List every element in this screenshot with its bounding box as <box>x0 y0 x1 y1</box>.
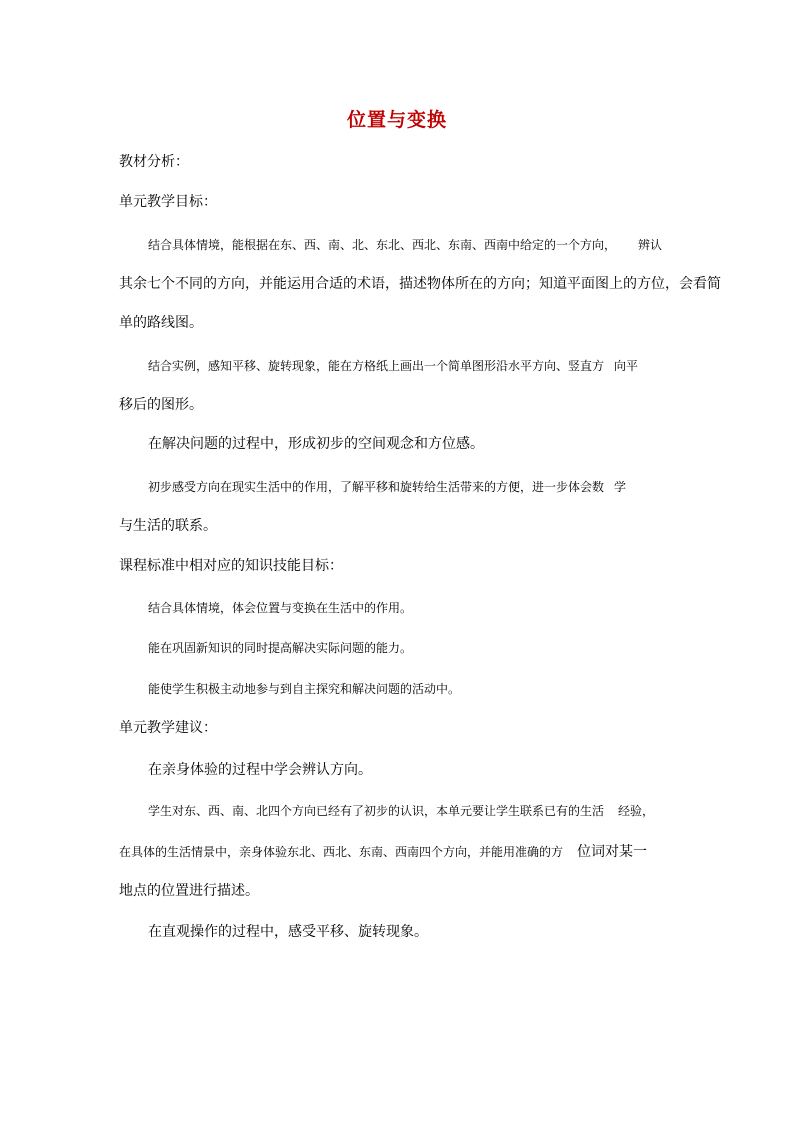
suggestion-2-line-1 <box>148 801 654 821</box>
suggestion-3: 在直观操作的过程中，感受平移、旋转现象。 <box>148 924 428 940</box>
suggestion-1: 在亲身体验的过程中学会辨认方向。 <box>148 762 372 778</box>
suggestion-2-line-3: 地点的位置进行描述。 <box>119 883 259 899</box>
heading-unit-goals: 单元教学目标： <box>119 194 217 210</box>
goal-4-line-1-text: 初步感受方向在现实生活中的作用，了解平移和旋转给生活带来的方便，进一步体会数 <box>148 480 605 494</box>
goal-4-line-1 <box>148 477 626 497</box>
standard-3: 能使学生积极主动地参与到自主探究和解决问题的活动中。 <box>148 682 461 696</box>
standard-2: 能在巩固新知识的同时提高解决实际问题的能力。 <box>148 641 413 655</box>
goal-1-line-1-text: 结合具体情境，能根据在东、西、南、北、东北、西北、东南、西南中给定的一个方向， <box>148 238 617 252</box>
heading-teaching-suggestions: 单元教学建议： <box>119 720 217 736</box>
goal-2-line-1-tail: 向平 <box>614 359 639 373</box>
standard-1: 结合具体情境，体会位置与变换在生活中的作用。 <box>148 601 413 615</box>
goal-4-line-2: 与生活的联系。 <box>119 518 217 534</box>
document-title: 位置与变换 <box>346 109 447 131</box>
heading-curriculum-standard: 课程标准中相对应的知识技能目标： <box>119 558 343 574</box>
suggestion-2-line-2-text: 在具体的生活情景中，亲身体验东北、西北、东南、西南四个方向，并能用准确的方 <box>119 845 564 859</box>
goal-4-line-1-tail: 学 <box>614 480 627 494</box>
suggestion-2-line-1-text: 学生对东、西、南、北四个方向已经有了初步的认识，本单元要让学生联系已有的生活 <box>148 804 605 818</box>
goal-1-line-1 <box>148 235 662 255</box>
goal-2-line-1-text: 结合实例，感知平移、旋转现象，能在方格纸上画出一个简单图形沿水平方向、竖直方 <box>148 359 605 373</box>
goal-3: 在解决问题的过程中，形成初步的空间观念和方位感。 <box>148 436 484 452</box>
suggestion-2-line-2-tail: 位词对某一 <box>577 844 648 860</box>
goal-2-line-2: 移后的图形。 <box>119 397 203 413</box>
suggestion-2-line-1-tail: 经验， <box>618 804 655 818</box>
goal-1-line-1-tail: 辨认 <box>638 238 663 252</box>
goal-1-line-2: 其余七个不同的方向，并能运用合适的术语，描述物体所在的方向；知道平面图上的方位，会看简 <box>119 276 721 292</box>
heading-material-analysis: 教材分析： <box>119 154 189 170</box>
suggestion-2-line-2 <box>119 842 647 862</box>
goal-1-line-3: 单的路线图。 <box>119 315 203 331</box>
goal-2-line-1 <box>148 356 638 376</box>
